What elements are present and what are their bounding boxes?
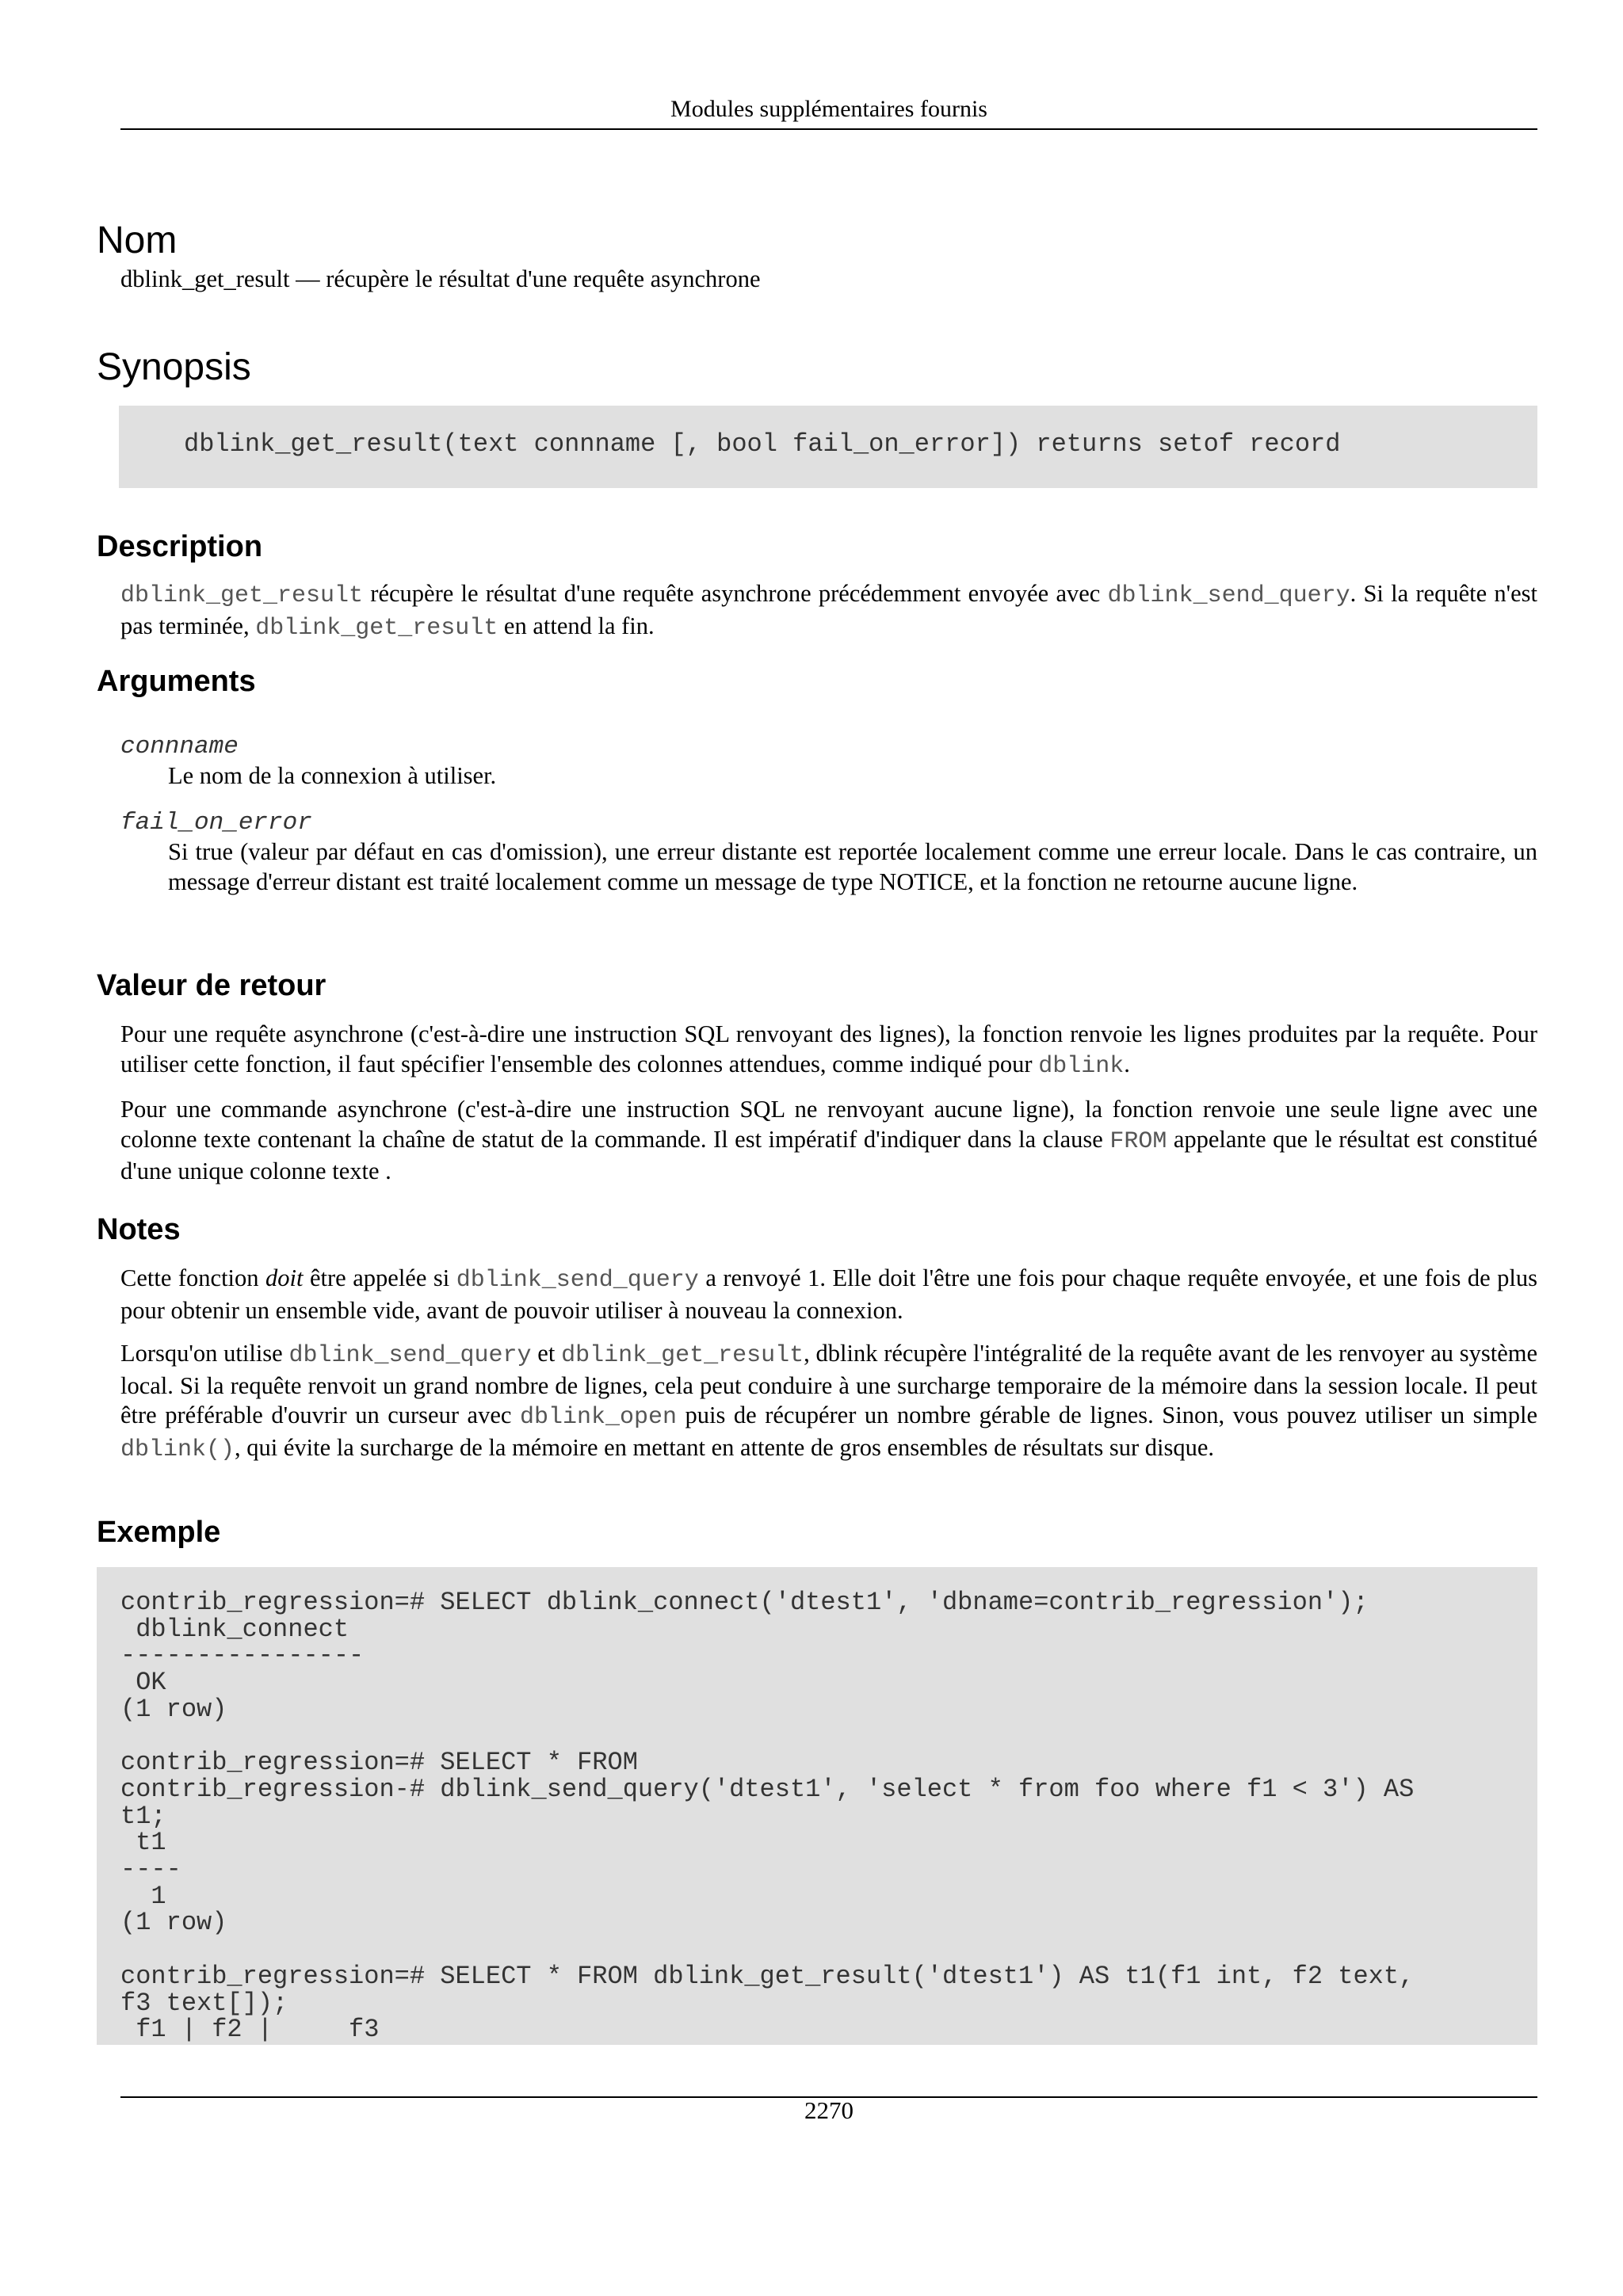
- notes-text: a renvoyé 1. Elle doit l'être une fois pour chaque requête envoyée, et une fois de plus pour obtenir un ensemble vide, avant de pouvoir utiliser à nouveau la connexion.: [120, 1264, 1537, 1324]
- section-heading-synopsis: Synopsis: [97, 346, 251, 388]
- nom-text: dblink_get_result — récupère le résultat d'une requête asynchrone: [120, 265, 761, 292]
- notes-text: Lorsqu'on utilise: [120, 1340, 289, 1367]
- retour-text: appelante que le résultat est constitué d'une unique colonne texte .: [120, 1125, 1537, 1184]
- retour-paragraph-1: [120, 1020, 1537, 1081]
- section-heading-exemple: Exemple: [97, 1516, 221, 1549]
- notes-text: Cette fonction: [120, 1264, 266, 1291]
- retour-paragraph-2: [120, 1095, 1537, 1187]
- notes-text: et: [531, 1340, 562, 1367]
- section-heading-nom: Nom: [97, 219, 178, 261]
- code-dblink-get-result: dblink_get_result: [120, 582, 364, 609]
- section-heading-valeur-de-retour: Valeur de retour: [97, 969, 327, 1002]
- notes-paragraph-1: [120, 1264, 1537, 1325]
- code-dblink-send-query: dblink_send_query: [288, 1342, 532, 1369]
- page-number: 2270: [804, 2096, 854, 2124]
- code-dblink-get-result: dblink_get_result: [255, 614, 498, 642]
- notes-text: , qui évite la surcharge de la mémoire en mettant en attente de gros ensembles de résultats sur disque.: [235, 1433, 1215, 1461]
- description-text: en attend la fin.: [498, 612, 655, 639]
- section-heading-description: Description: [97, 530, 263, 563]
- code-from: FROM: [1109, 1127, 1167, 1155]
- code-dblink-send-query: dblink_send_query: [456, 1267, 699, 1294]
- retour-text: .: [1124, 1050, 1130, 1077]
- argument-term-fail-on-error: fail_on_error: [120, 809, 312, 837]
- example-code: contrib_regression=# SELECT dblink_connect('dtest1', 'dbname=contrib_regression'); dblink_connect ---------------- OK (1 row) contrib_regression=# SELECT * FROM contrib_regression-# dblink_send_query('dtest1', 'select * from foo where f1 < 3') AS t1; t1 ---- 1 (1 row) contrib_regression=# SELECT * FROM dblink_get_result('dtest1') AS t1(f1 int, f2 text, f3 text[]); f1 | f2 | f3: [120, 1588, 1415, 2045]
- code-dblink: dblink: [1038, 1052, 1125, 1080]
- description-text: . Si la requête n'est pas terminée,: [120, 580, 1537, 639]
- code-dblink-send-query: dblink_send_query: [1107, 582, 1350, 609]
- header-rule: [120, 128, 1537, 130]
- notes-text: , dblink récupère l'intégralité de la requête avant de les renvoyer au système local. Si la requête renvoit un grand nombre de lignes, cela peut conduire à une surcharge temporaire de la mémoire dans la session locale. Il peut être préférable d'ouvrir un curseur avec: [120, 1340, 1537, 1428]
- argument-def-connname: Le nom de la connexion à utiliser.: [168, 762, 497, 789]
- section-heading-arguments: Arguments: [97, 665, 256, 698]
- notes-text: puis de récupérer un nombre gérable de lignes. Sinon, vous pouvez utiliser un simple: [676, 1402, 1537, 1428]
- code-dblink-open: dblink_open: [519, 1404, 677, 1431]
- description-text: récupère le résultat d'une requête asynchrone précédemment envoyée avec: [363, 580, 1108, 607]
- section-heading-notes: Notes: [97, 1213, 181, 1246]
- synopsis-code: dblink_get_result(text connname [, bool fail_on_error]) returns setof record: [184, 429, 1341, 459]
- notes-emphasis: doit: [265, 1264, 304, 1291]
- argument-def-fail-on-error: Si true (valeur par défaut en cas d'omission), une erreur distante est reportée localement comme une erreur locale. Dans le cas contraire, un message d'erreur distant est traité localement comme un message de type NOTICE, et la fonction ne retourne aucune ligne.: [168, 838, 1537, 895]
- retour-text: Pour une commande asynchrone (c'est-à-dire une instruction SQL ne renvoyant aucune ligne), la fonction renvoie une seule ligne avec une colonne texte contenant la chaîne de statut de la commande. Il est impératif d'indiquer dans la clause: [120, 1096, 1537, 1153]
- argument-term-connname: connname: [120, 733, 239, 761]
- page-header-title: Modules supplémentaires fournis: [670, 96, 987, 122]
- notes-paragraph-2: [120, 1339, 1537, 1465]
- retour-text: Pour une requête asynchrone (c'est-à-dire une instruction SQL renvoyant des lignes), la fonction renvoie les lignes produites par la requête. Pour utiliser cette fonction, il faut spécifier l'ensemble des colonnes attendues, comme indiqué pour: [120, 1020, 1537, 1077]
- code-dblink-func: dblink(): [120, 1436, 235, 1463]
- notes-text: être appelée si: [303, 1264, 456, 1291]
- code-dblink-get-result: dblink_get_result: [561, 1342, 804, 1369]
- description-paragraph: [120, 579, 1537, 643]
